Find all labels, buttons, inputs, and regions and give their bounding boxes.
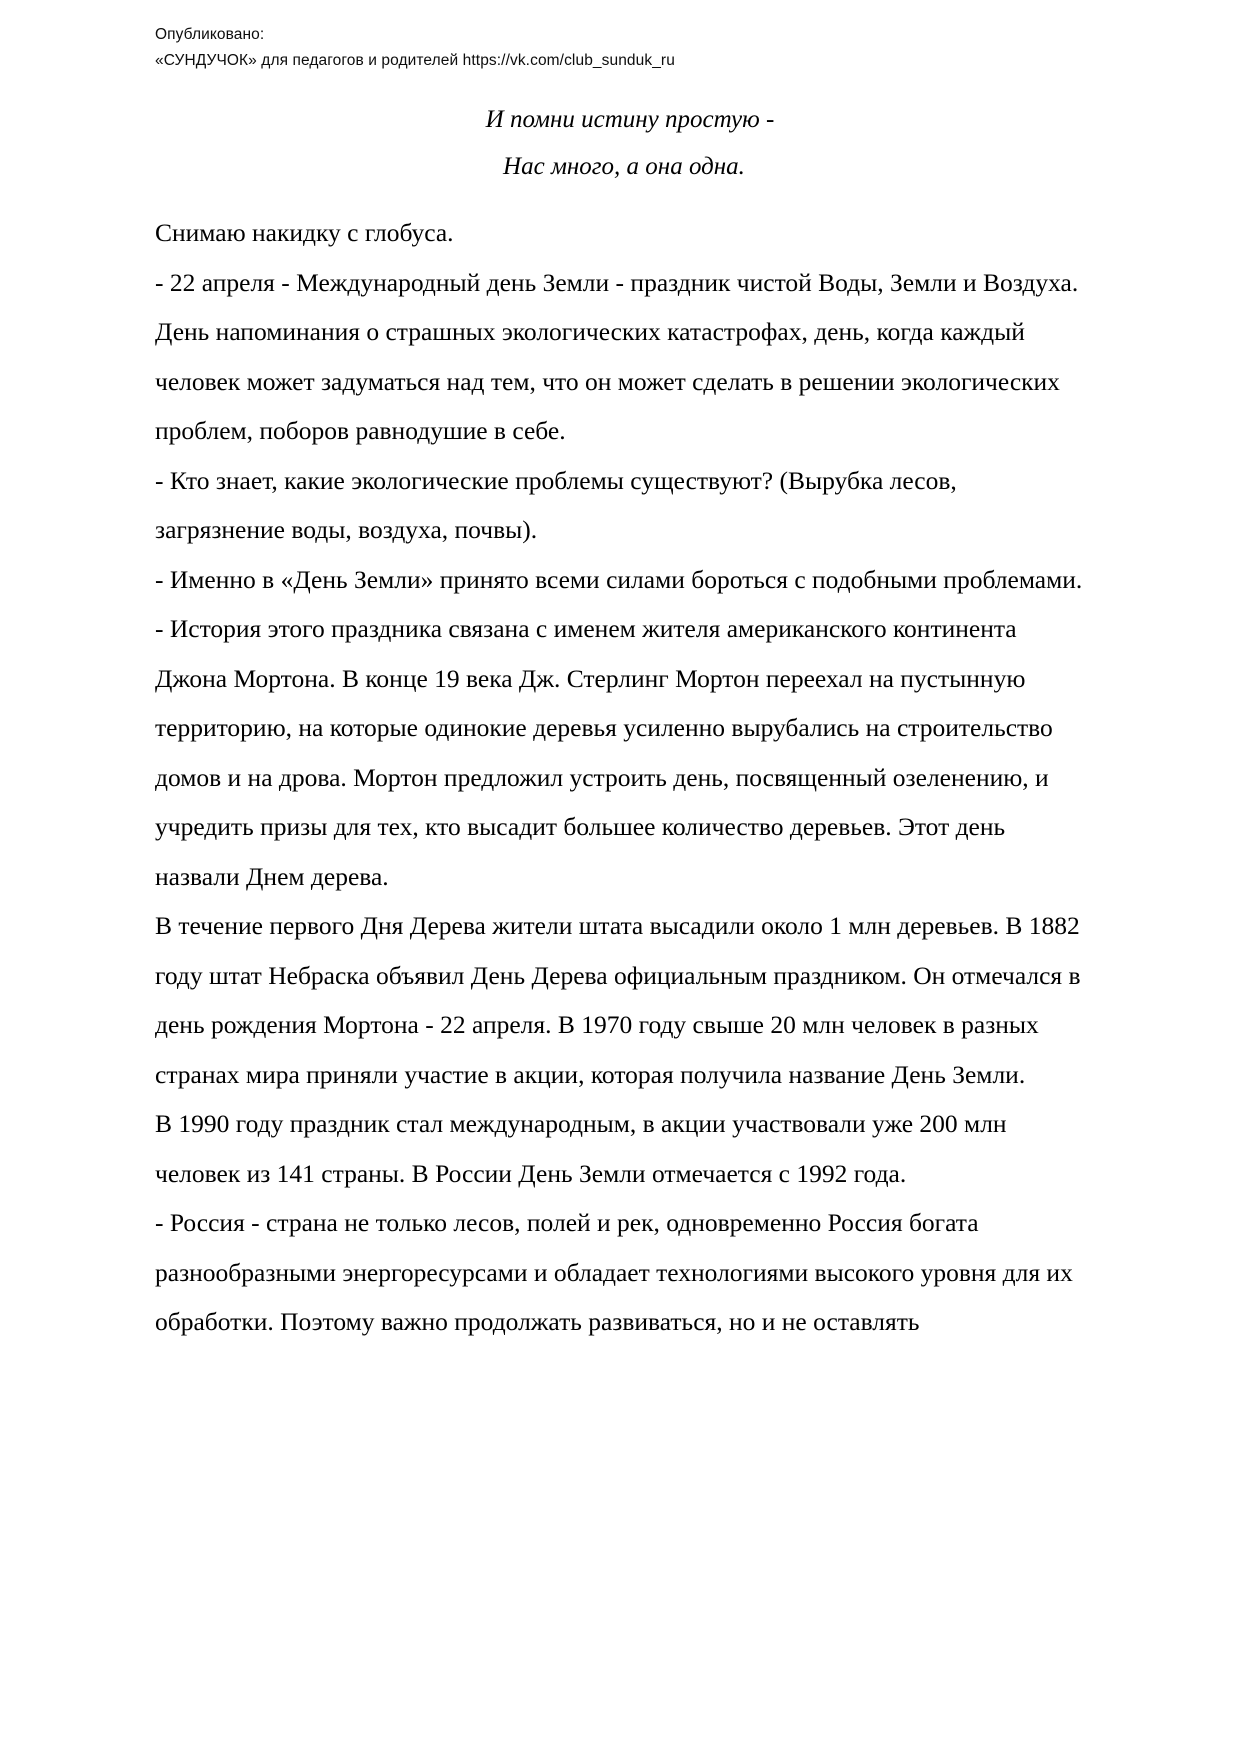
epigraph (155, 96, 1087, 190)
paragraph: - Кто знает, какие экологические проблемы существуют? (Вырубка лесов, загрязнение воды, воздуха, почвы). (155, 465, 957, 544)
paragraph: В течение первого Дня Дерева жители штата высадили около 1 млн деревьев. В 1882 году штат Небраска объявил День Дерева официальным праздником. Он отмечался в день рождения Мортона - 22 апреля. В 1970 году свыше 20 млн человек в разных странах мира приняли участие в акции, которая получила название День Земли. (155, 911, 1081, 1089)
publication-header-line-2: «СУНДУЧОК» для педагогов и родителей https://vk.com/club_sunduk_ru (155, 52, 675, 69)
epigraph-line-2: Нас много, а она одна. (503, 153, 745, 180)
body-text (155, 208, 1087, 1347)
paragraph: - Именно в «День Земли» принято всеми силами бороться с подобными проблемами. (155, 564, 1083, 594)
paragraph: - История этого праздника связана с именем жителя американского континента Джона Мортона. В конце 19 века Дж. Стерлинг Мортон переехал на пустынную территорию, на которые одинокие деревья усиленно вырубались на строительство домов и на дрова. Мортон предложил устроить день, посвященный озеленению, и учредить призы для тех, кто высадит большее количество деревьев. Этот день назвали Днем дерева. (155, 614, 1053, 891)
paragraph: - 22 апреля - Международный день Земли - праздник чистой Воды, Земли и Воздуха. День напоминания о страшных экологических катастрофах, день, когда каждый человек может задуматься над тем, что он может сделать в решении экологических проблем, поборов равнодушие в себе. (155, 267, 1079, 445)
epigraph-line-1: И помни истину простую - (485, 106, 775, 133)
paragraph: Снимаю накидку с глобуса. (155, 218, 454, 247)
publication-header (155, 22, 675, 74)
document-content (155, 96, 1087, 1347)
paragraph: - Россия - страна не только лесов, полей и рек, одновременно Россия богата разнообразными энергоресурсами и обладает технологиями высокого уровня для их обработки. Поэтому важно продолжать развиваться, но и не оставлять (155, 1208, 1073, 1336)
paragraph: В 1990 году праздник стал международным, в акции участвовали уже 200 млн человек из 141 страны. В России День Земли отмечается с 1992 года. (155, 1109, 1007, 1188)
publication-header-line-1: Опубликовано: (155, 26, 265, 43)
